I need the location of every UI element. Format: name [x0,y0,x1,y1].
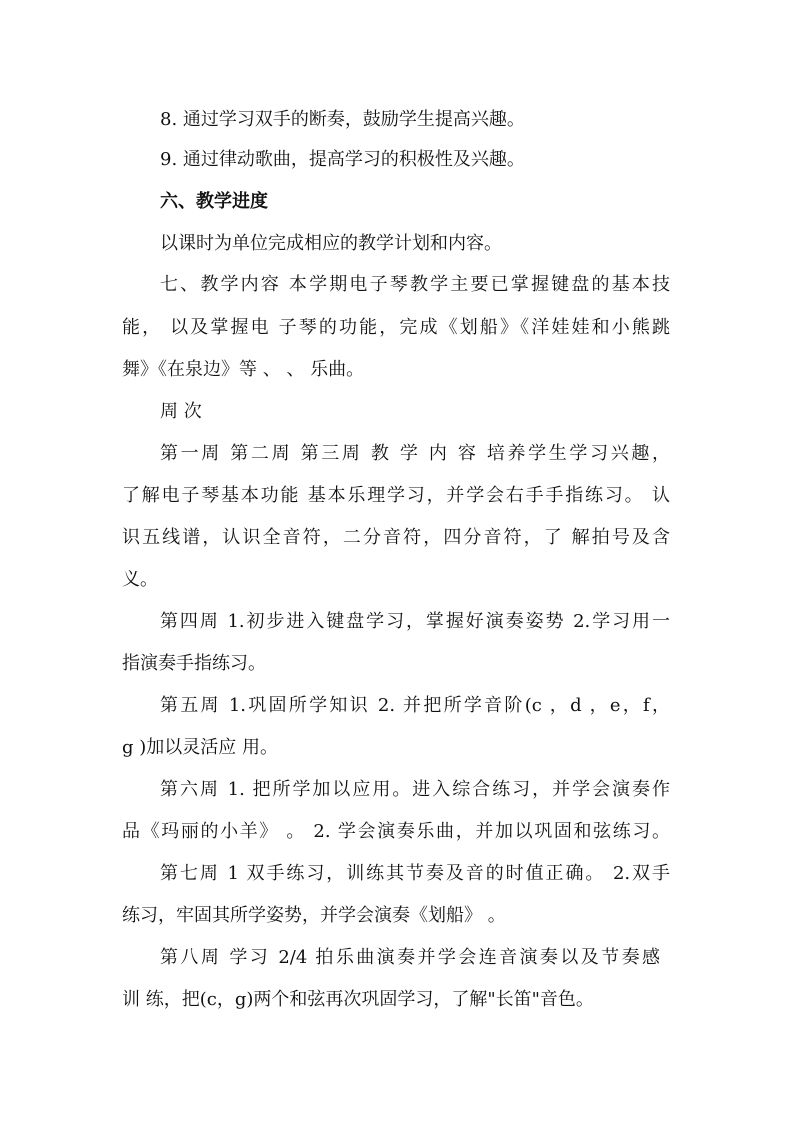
item-8: 8. 通过学习双手的断奏，鼓励学生提高兴趣。 [160,109,525,130]
week-5-line-2: g )加以灵活应 用。 [122,737,278,758]
week-1-3-line-2: 了解电子琴基本功能 基本乐理学习，并学会右手手指练习。 认 [122,485,670,506]
week-4-line-1: 第四周 1.初步进入键盘学习，掌握好演奏姿势 2.学习用一 [160,611,670,632]
week-4-line-2: 指演奏手指练习。 [122,653,266,674]
content-paragraph-line-2: 能， 以及掌握电 子琴的功能，完成《划船》《洋娃娃和小熊跳 [122,317,670,338]
week-6-line-1: 第六周 1. 把所学加以应用。进入综合练习，并学会演奏作 [160,779,670,800]
week-6-line-2: 品《玛丽的小羊》 。 2. 学会演奏乐曲，并加以巩固和弦练习。 [122,821,670,842]
week-7-line-1: 第七周 1 双手练习，训练其节奏及音的时值正确。 2.双手 [160,863,670,884]
week-8-line-2: 训 练，把(c，g)两个和弦再次巩固学习，了解"长笛"音色。 [122,989,594,1010]
schedule-text: 以课时为单位完成相应的教学计划和内容。 [160,233,502,254]
section-heading-teaching-schedule: 六、教学进度 [160,191,268,212]
week-7-line-2: 练习，牢固其所学姿势，并学会演奏《划船》 。 [122,905,506,926]
item-9: 9. 通过律动歌曲，提高学习的积极性及兴趣。 [160,149,525,170]
week-8-line-1: 第八周 学习 2/4 拍乐曲演奏并学会连音演奏以及节奏感 [160,947,660,968]
week-1-3-line-4: 义。 [122,569,158,590]
week-1-3-line-3: 识五线谱，认识全音符，二分音符，四分音符，了 解拍号及含 [122,527,670,548]
content-paragraph-line-1: 七、教学内容 本学期电子琴教学主要已掌握键盘的基本技 [160,274,670,295]
week-1-3-line-1: 第一周 第二周 第三周 教 学 内 容 培养学生学习兴趣， [160,443,670,464]
content-paragraph-line-3: 舞》《在泉边》等 、 、 乐曲。 [122,359,365,380]
week-column-label: 周 次 [160,401,202,422]
week-5-line-1: 第五周 1.巩固所学知识 2. 并把所学音阶(c ，d ，e，f， [160,695,670,716]
